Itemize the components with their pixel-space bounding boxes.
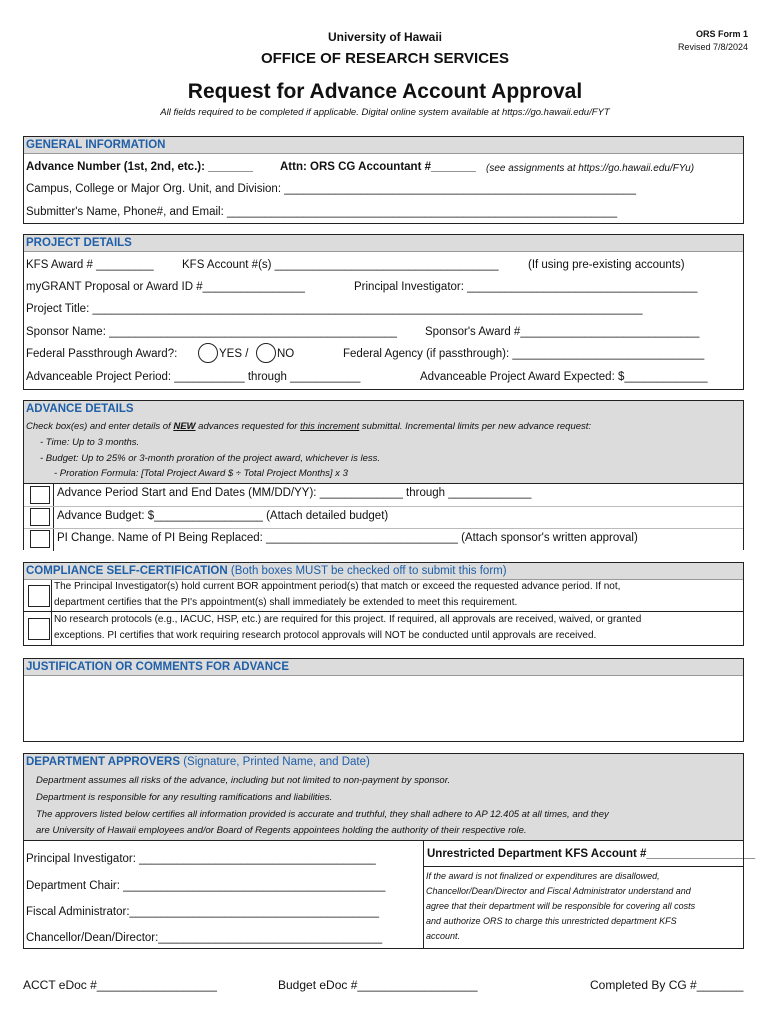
compliance-section: [23, 562, 744, 646]
project-period-field[interactable]: Advanceable Project Period: ___________ through ___________: [26, 371, 361, 383]
acct-edoc-field[interactable]: ACCT eDoc #__________________: [23, 978, 217, 992]
form-number: ORS Form 1: [695, 29, 748, 39]
project-details-section: [23, 234, 744, 390]
award-expected-field[interactable]: Advanceable Project Award Expected: $_____________: [420, 371, 708, 383]
federal-yes-label: YES /: [219, 348, 249, 360]
compliance-heading-row: [24, 563, 743, 580]
pi-change-checkbox[interactable]: [30, 530, 50, 548]
research-protocol-line1: No research protocols (e.g., IACUC, HSP, etc.) are required for this project. If required, all approvals are received, waived, or granted: [54, 614, 642, 625]
bor-appointment-line1: The Principal Investigator(s) hold current BOR appointment period(s) that match or exceed the requested advance period. If not,: [54, 581, 621, 592]
advance-column-divider: [53, 484, 54, 551]
advance-details-section: [23, 400, 744, 550]
federal-passthrough-label: Federal Passthrough Award?:: [26, 348, 178, 360]
kfs-column-divider: [423, 840, 424, 948]
unrestricted-kfs-field[interactable]: Unrestricted Department KFS Account #_________________: [427, 848, 756, 860]
approvers-note-2: Department is responsible for any resulting ramifications and liabilities.: [36, 792, 333, 803]
compliance-column-divider: [51, 580, 52, 645]
mygrant-field[interactable]: myGRANT Proposal or Award ID #________________: [26, 281, 305, 293]
approver-pi-field[interactable]: Principal Investigator: _____________________________________: [26, 853, 376, 865]
kfs-note-4: and authorize ORS to charge this unrestricted department KFS: [426, 916, 677, 926]
approvers-notice: [24, 754, 743, 840]
submitter-field[interactable]: Submitter's Name, Phone#, and Email: _____________________________________________________________: [26, 206, 618, 218]
pi-change-field[interactable]: PI Change. Name of PI Being Replaced: ______________________________ (Attach sponsor's written approval): [57, 532, 638, 544]
advance-budget-field[interactable]: Advance Budget: $_________________ (Attach detailed budget): [57, 510, 389, 522]
advance-number-field[interactable]: Advance Number (1st, 2nd, etc.): _______: [26, 161, 253, 173]
federal-no-label: NO: [277, 348, 295, 360]
advance-budget-checkbox[interactable]: [30, 508, 50, 526]
divider: [24, 840, 743, 841]
divider: [24, 611, 743, 612]
kfs-note-1: If the award is not finalized or expenditures are disallowed,: [426, 871, 660, 881]
limit-budget: - Budget: Up to 25% or 3-month proration of the project award, whichever is less.: [40, 453, 381, 464]
advance-intro: [26, 421, 591, 432]
completed-by-field[interactable]: Completed By CG #_______: [590, 978, 744, 992]
approvers-heading-row: [26, 756, 370, 768]
general-information-section: [23, 136, 744, 224]
kfs-note: (If using pre-existing accounts): [528, 259, 685, 271]
compliance-heading: COMPLIANCE SELF-CERTIFICATION: [26, 565, 228, 577]
compliance-heading-note: (Both boxes MUST be checked off to submit this form): [230, 565, 507, 577]
kfs-note-3: agree that their department will be responsible for covering all costs: [426, 901, 696, 911]
advance-intro-increment: this increment: [300, 421, 360, 432]
approvers-note-1: Department assumes all risks of the advance, including but not limited to non-payment by sponsor.: [36, 775, 451, 786]
approvers-heading-note: (Signature, Printed Name, and Date): [183, 756, 370, 768]
campus-field[interactable]: Campus, College or Major Org. Unit, and Division: _______________________________________________________: [26, 183, 636, 195]
advance-heading: ADVANCE DETAILS: [24, 401, 743, 417]
kfs-note-2: Chancellor/Dean/Director and Fiscal Administrator understand and: [426, 886, 691, 896]
advance-intro-3: submittal. Incremental limits per new advance request:: [361, 421, 592, 432]
general-heading: GENERAL INFORMATION: [24, 137, 743, 154]
sponsor-award-field[interactable]: Sponsor's Award #____________________________: [425, 326, 700, 338]
office-name: OFFICE OF RESEARCH SERVICES: [260, 50, 510, 67]
university-name: University of Hawaii: [327, 30, 443, 44]
federal-yes-radio[interactable]: [198, 343, 218, 363]
department-approvers-section: [23, 753, 756, 949]
limit-formula: - Proration Formula: [Total Project Award $ ÷ Total Project Months] x 3: [54, 468, 348, 479]
approver-fiscal-field[interactable]: Fiscal Administrator:_______________________________________: [26, 906, 379, 918]
divider: [24, 528, 743, 529]
advance-period-checkbox[interactable]: [30, 486, 50, 504]
project-pi-field[interactable]: Principal Investigator: ____________________________________: [354, 281, 698, 293]
approvers-note-4: are University of Hawaii employees and/or Board of Regents appointees holding the authority of their respective role.: [36, 825, 527, 836]
attn-note: (see assignments at https://go.hawaii.edu/FYu): [486, 163, 695, 174]
research-protocol-checkbox[interactable]: [28, 618, 50, 640]
revised-date: Revised 7/8/2024: [677, 42, 748, 52]
kfs-award-field[interactable]: KFS Award # _________: [26, 259, 154, 271]
advance-intro-1: Check box(es) and enter details of: [26, 421, 171, 432]
project-heading: PROJECT DETAILS: [24, 235, 743, 252]
divider: [423, 866, 743, 867]
approver-chair-field[interactable]: Department Chair: _________________________________________: [26, 880, 386, 892]
research-protocol-line2: exceptions. PI certifies that work requiring research protocol approvals will NOT be conducted until approvals are received.: [54, 630, 597, 641]
approvers-note-3: The approvers listed below certifies all information provided is accurate and truthful, they shall adhere to AP 12.405 at all times, and they: [36, 809, 609, 820]
page-subtitle: All fields required to be completed if applicable. Digital online system available at https://go.hawaii.edu/FYT: [160, 107, 610, 118]
federal-no-radio[interactable]: [256, 343, 276, 363]
limit-time: - Time: Up to 3 months.: [40, 437, 140, 448]
bor-appointment-checkbox[interactable]: [28, 585, 50, 607]
bor-appointment-line2: department certifies that the PI's appointment(s) shall immediately be extended to meet this requirement.: [54, 597, 518, 608]
attn-accountant-field[interactable]: Attn: ORS CG Accountant #_______: [280, 161, 476, 173]
federal-agency-field[interactable]: Federal Agency (if passthrough): ______________________________: [343, 348, 705, 360]
approvers-heading: DEPARTMENT APPROVERS: [26, 756, 180, 768]
kfs-account-field[interactable]: KFS Account #(s) ___________________________________: [182, 259, 499, 271]
kfs-note-5: account.: [426, 931, 461, 941]
advance-period-field[interactable]: Advance Period Start and End Dates (MM/DD/YY): _____________ through _____________: [57, 487, 532, 499]
divider: [24, 506, 743, 507]
sponsor-name-field[interactable]: Sponsor Name: _____________________________________________: [26, 326, 397, 338]
budget-edoc-field[interactable]: Budget eDoc #__________________: [278, 978, 478, 992]
advance-intro-2: advances requested for: [198, 421, 298, 432]
justification-textarea[interactable]: [24, 678, 743, 741]
project-title-field[interactable]: Project Title: ______________________________________________________________________________________: [26, 303, 643, 315]
approver-chancellor-field[interactable]: Chancellor/Dean/Director:___________________________________: [26, 932, 383, 944]
justification-heading: JUSTIFICATION OR COMMENTS FOR ADVANCE: [24, 659, 743, 676]
justification-section: [23, 658, 744, 742]
page-title: Request for Advance Account Approval: [187, 80, 583, 103]
advance-items: [24, 483, 743, 551]
advance-intro-new: NEW: [173, 421, 196, 432]
